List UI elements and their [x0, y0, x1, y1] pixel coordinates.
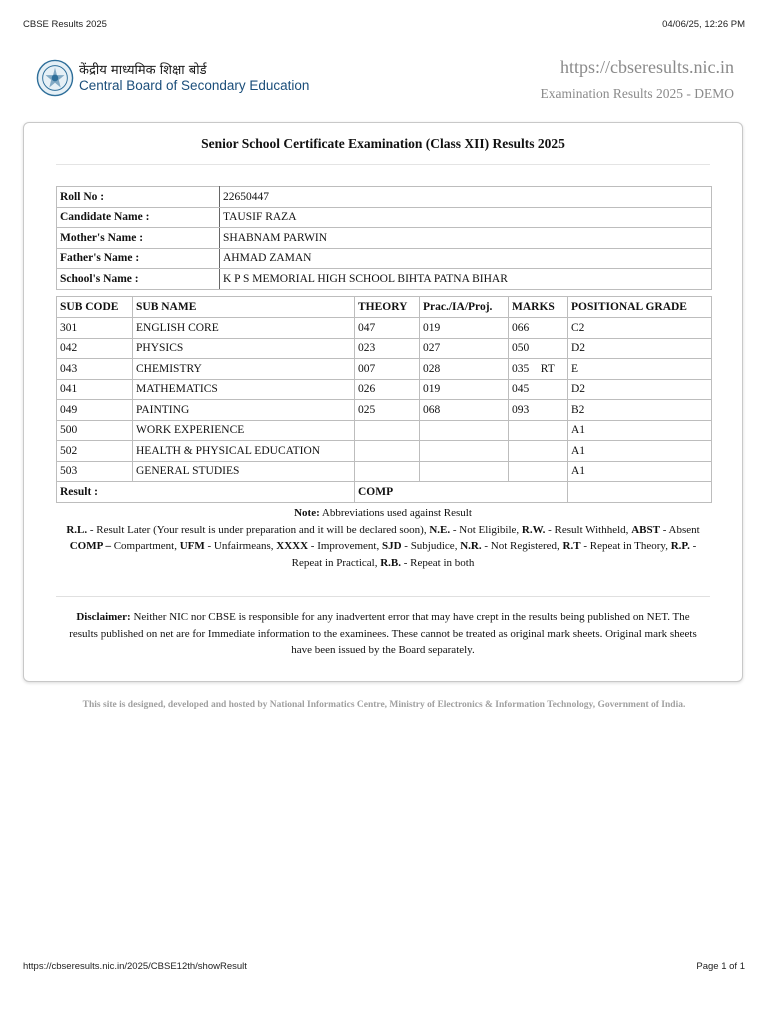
- cell-practical: 027: [420, 338, 509, 359]
- cell-practical: [420, 441, 509, 462]
- table-row: [57, 441, 712, 462]
- cell-grade: D2: [568, 379, 712, 400]
- cell-practical: 019: [420, 379, 509, 400]
- cell-marks: [509, 441, 568, 462]
- abbrev-key: UFM: [179, 540, 205, 552]
- cell-sub-name: ENGLISH CORE: [133, 318, 355, 339]
- info-row-mother: [57, 228, 712, 249]
- cell-marks: 050: [509, 338, 568, 359]
- abbrev-key: R.L.: [66, 523, 88, 536]
- cell-grade: B2: [568, 400, 712, 421]
- notes-abbrev-line-2: [64, 538, 702, 571]
- cell-grade: A1: [568, 441, 712, 462]
- school-name-label: School's Name :: [57, 269, 220, 290]
- cell-grade: A1: [568, 420, 712, 441]
- disclaimer: [64, 609, 702, 659]
- cell-theory: [355, 461, 420, 482]
- col-header-sub-name: SUB NAME: [133, 297, 355, 318]
- cell-sub-code: 301: [57, 318, 133, 339]
- cell-marks: 093: [509, 400, 568, 421]
- cell-marks: 045: [509, 379, 568, 400]
- abbrev-key: SJD: [381, 540, 402, 552]
- result-value: COMP: [355, 482, 568, 503]
- info-row-school: [57, 269, 712, 290]
- candidate-name-label: Candidate Name :: [57, 207, 220, 228]
- print-datetime: 04/06/25, 12:26 PM: [662, 19, 745, 30]
- cell-grade: D2: [568, 338, 712, 359]
- card-title: Senior School Certificate Examination (Class XII) Results 2025: [201, 136, 565, 151]
- notes-abbrev-line-1: [64, 522, 702, 539]
- cell-sub-code: 502: [57, 441, 133, 462]
- cell-sub-name: PAINTING: [133, 400, 355, 421]
- cell-practical: 028: [420, 359, 509, 380]
- abbrev-meaning: - Result Withheld,: [545, 523, 632, 536]
- divider: [56, 596, 710, 597]
- candidate-info-table: [56, 186, 712, 290]
- cbse-emblem-icon: [36, 59, 74, 97]
- cell-marks: 066: [509, 318, 568, 339]
- cell-sub-code: 042: [57, 338, 133, 359]
- col-header-sub-code: SUB CODE: [57, 297, 133, 318]
- print-title: CBSE Results 2025: [23, 19, 107, 30]
- cell-grade: C2: [568, 318, 712, 339]
- cell-grade: A1: [568, 461, 712, 482]
- marks-header-row: [57, 297, 712, 318]
- result-empty-cell: [568, 482, 712, 503]
- abbrev-meaning: - Repeat in Practical,: [291, 540, 697, 569]
- abbrev-key: R.P.: [670, 540, 690, 552]
- col-header-theory: THEORY: [355, 297, 420, 318]
- abbrev-key: R.W.: [521, 523, 546, 536]
- abbrev-key: N.E.: [429, 523, 451, 536]
- abbrev-key: N.R.: [460, 540, 482, 552]
- result-label: Result :: [57, 482, 355, 503]
- print-header: [23, 19, 745, 33]
- cell-sub-name: HEALTH & PHYSICAL EDUCATION: [133, 441, 355, 462]
- cell-sub-code: 500: [57, 420, 133, 441]
- info-row-name: [57, 207, 712, 228]
- abbrev-meaning: - Repeat in Theory,: [580, 540, 671, 552]
- abbrev-meaning: - Improvement,: [308, 540, 382, 552]
- cell-theory: [355, 441, 420, 462]
- cell-theory: [355, 420, 420, 441]
- cell-sub-name: PHYSICS: [133, 338, 355, 359]
- cell-sub-name: MATHEMATICS: [133, 379, 355, 400]
- abbrev-key: R.T: [562, 540, 581, 552]
- brand-english-name: Central Board of Secondary Education: [79, 78, 310, 93]
- abbrev-meaning: - Result Later (Your result is under preparation and it will be declared soon),: [87, 523, 430, 536]
- abbrev-meaning: - Not Registered,: [481, 540, 563, 552]
- col-header-practical: Prac./IA/Proj.: [420, 297, 509, 318]
- abbrev-key: COMP –: [69, 540, 111, 552]
- roll-value: 22650447: [220, 187, 712, 208]
- cell-marks: 035 RT: [509, 359, 568, 380]
- abbrev-meaning: - Absent: [659, 523, 700, 536]
- table-row: [57, 400, 712, 421]
- abbrev-meaning: - Repeat in both: [401, 556, 475, 569]
- cell-theory: 047: [355, 318, 420, 339]
- cell-sub-code: 049: [57, 400, 133, 421]
- abbrev-key: R.B.: [380, 556, 402, 569]
- cell-sub-name: GENERAL STUDIES: [133, 461, 355, 482]
- note-label: Note:: [294, 507, 320, 519]
- disclaimer-label: Disclaimer:: [76, 611, 131, 623]
- school-name-value: K P S MEMORIAL HIGH SCHOOL BIHTA PATNA BIHAR: [220, 269, 712, 290]
- print-footer: [23, 961, 745, 975]
- abbrev-meaning: - Unfairmeans,: [204, 540, 277, 552]
- print-url: https://cbseresults.nic.in/2025/CBSE12th/showResult: [23, 961, 247, 972]
- table-row: [57, 338, 712, 359]
- cell-marks: [509, 420, 568, 441]
- abbrev-meaning: - Not Eligibile,: [450, 523, 522, 536]
- abbreviation-notes: [64, 505, 702, 571]
- cell-sub-code: 041: [57, 379, 133, 400]
- divider: [56, 164, 710, 165]
- note-text: Abbreviations used against Result: [319, 507, 472, 519]
- abbrev-key: XXXX: [276, 540, 309, 552]
- cell-marks: [509, 461, 568, 482]
- cell-sub-name: WORK EXPERIENCE: [133, 420, 355, 441]
- col-header-marks: MARKS: [509, 297, 568, 318]
- result-row: [57, 482, 712, 503]
- cell-theory: 026: [355, 379, 420, 400]
- print-page-number: Page 1 of 1: [696, 961, 745, 972]
- mother-name-value: SHABNAM PARWIN: [220, 228, 712, 249]
- brand-hindi-name: केंद्रीय माध्यमिक शिक्षा बोर्ड: [79, 63, 207, 78]
- table-row: [57, 318, 712, 339]
- cell-practical: 068: [420, 400, 509, 421]
- cell-practical: [420, 461, 509, 482]
- info-row-father: [57, 248, 712, 269]
- table-row: [57, 359, 712, 380]
- result-card: [23, 122, 743, 682]
- info-row-roll: [57, 187, 712, 208]
- abbrev-meaning: Compartment,: [110, 540, 180, 552]
- roll-label: Roll No :: [57, 187, 220, 208]
- cell-theory: 007: [355, 359, 420, 380]
- mother-name-label: Mother's Name :: [57, 228, 220, 249]
- site-footer-note: This site is designed, developed and hosted by National Informatics Centre, Ministry of Electronics & Information Technology, Government of India.: [82, 700, 686, 710]
- table-row: [57, 461, 712, 482]
- cell-practical: [420, 420, 509, 441]
- disclaimer-text: Neither NIC nor CBSE is responsible for any inadvertent error that may have crept in the results being published on NET. The results published on net are for Immediate information to the examinees. These cannot be treated as original mark sheets. Original mark sheets have been issued by the Board separately.: [69, 611, 697, 656]
- cell-theory: 025: [355, 400, 420, 421]
- marks-table: [56, 296, 712, 503]
- table-row: [57, 420, 712, 441]
- father-name-label: Father's Name :: [57, 248, 220, 269]
- col-header-grade: POSITIONAL GRADE: [568, 297, 712, 318]
- cell-sub-name: CHEMISTRY: [133, 359, 355, 380]
- cell-sub-code: 043: [57, 359, 133, 380]
- abbrev-meaning: - Subjudice,: [401, 540, 461, 552]
- cell-practical: 019: [420, 318, 509, 339]
- father-name-value: AHMAD ZAMAN: [220, 248, 712, 269]
- table-row: [57, 379, 712, 400]
- site-subtitle: Examination Results 2025 - DEMO: [540, 86, 734, 101]
- site-url[interactable]: https://cbseresults.nic.in: [560, 57, 734, 77]
- abbrev-key: ABST: [631, 523, 660, 536]
- candidate-name-value: TAUSIF RAZA: [220, 207, 712, 228]
- cell-sub-code: 503: [57, 461, 133, 482]
- cell-grade: E: [568, 359, 712, 380]
- cell-theory: 023: [355, 338, 420, 359]
